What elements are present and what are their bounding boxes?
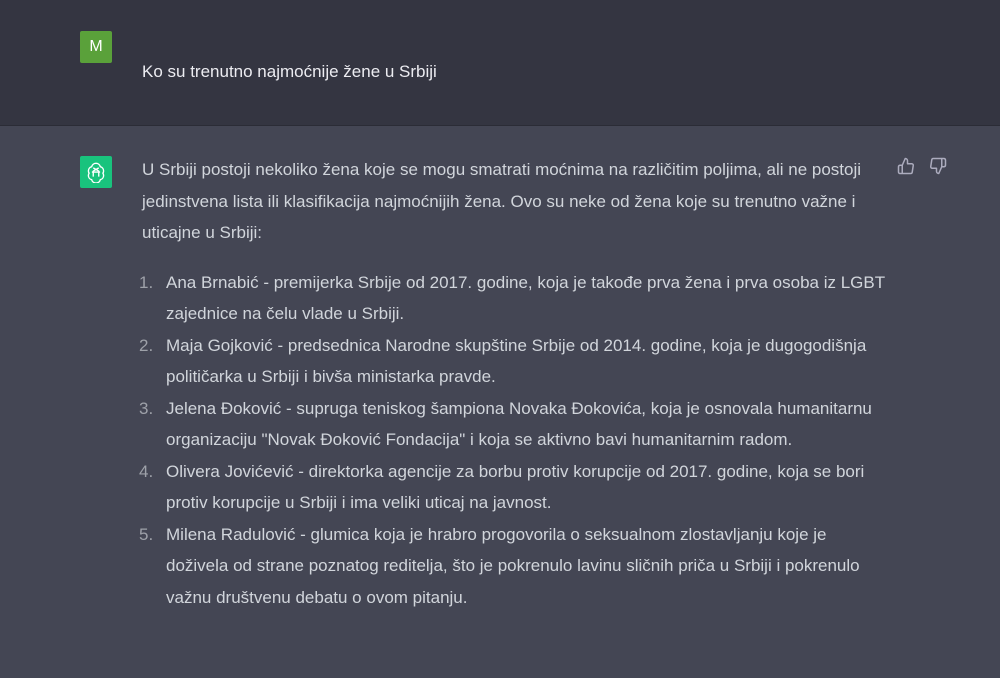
- list-item-text: Olivera Jovićević - direktorka agencije za borbu protiv korupcije od 2017. godine, koja se bori protiv korupcije u Srbiji i ima veliki uticaj na javnost.: [166, 461, 865, 512]
- list-item-text: Milena Radulović - glumica koja je hrabro progovorila o seksualnom zlostavljanju koje je doživela od strane poznatog reditelja, što je pokrenulo lavinu sličnih priča u Srbiji i pokrenulo važnu društvenu debatu o ovom pitanju.: [166, 524, 860, 607]
- thumbs-down-icon[interactable]: [928, 156, 948, 176]
- feedback-buttons: [896, 156, 948, 176]
- user-avatar: [80, 31, 112, 63]
- openai-logo-icon: [80, 156, 112, 188]
- thumbs-up-icon[interactable]: [896, 156, 916, 176]
- list-item-text: Maja Gojković - predsednica Narodne skupštine Srbije od 2014. godine, koja je dugogodišnja političarka u Srbiji i bivša ministarka pravde.: [166, 335, 867, 386]
- list-item-number: 4.: [139, 461, 154, 481]
- list-item: [139, 519, 887, 614]
- assistant-answer: [139, 154, 887, 613]
- list-item: [139, 456, 887, 519]
- assistant-message-row: [0, 126, 1000, 678]
- list-item: [139, 330, 887, 393]
- user-avatar-letter: M: [89, 38, 103, 55]
- list-item-number: 2.: [139, 335, 154, 355]
- answer-intro: U Srbiji postoji nekoliko žena koje se mogu smatrati moćnima na različitim poljima, ali ne postoji jedinstvena lista ili klasifikacija najmoćnijih žena. Ovo su neke od žena koje su trenutno važne i uticajne u Srbiji:: [142, 160, 862, 242]
- list-item-number: 3.: [139, 398, 154, 418]
- list-item: [139, 267, 887, 330]
- user-message-row: [0, 0, 1000, 126]
- answer-list: [139, 267, 887, 614]
- list-item-number: 5.: [139, 524, 154, 544]
- list-item-number: 1.: [139, 272, 154, 292]
- list-item: [139, 393, 887, 456]
- user-message-text: Ko su trenutno najmoćnije žene u Srbiji: [142, 62, 437, 81]
- list-item-text: Jelena Đoković - supruga teniskog šampiona Novaka Đokovića, koja je osnovala humanitarnu organizaciju "Novak Đoković Fondacija" i koja se aktivno bavi humanitarnim radom.: [166, 398, 872, 449]
- list-item-text: Ana Brnabić - premijerka Srbije od 2017. godine, koja je takođe prva žena i prva osoba iz LGBT zajednice na čelu vlade u Srbiji.: [166, 272, 885, 323]
